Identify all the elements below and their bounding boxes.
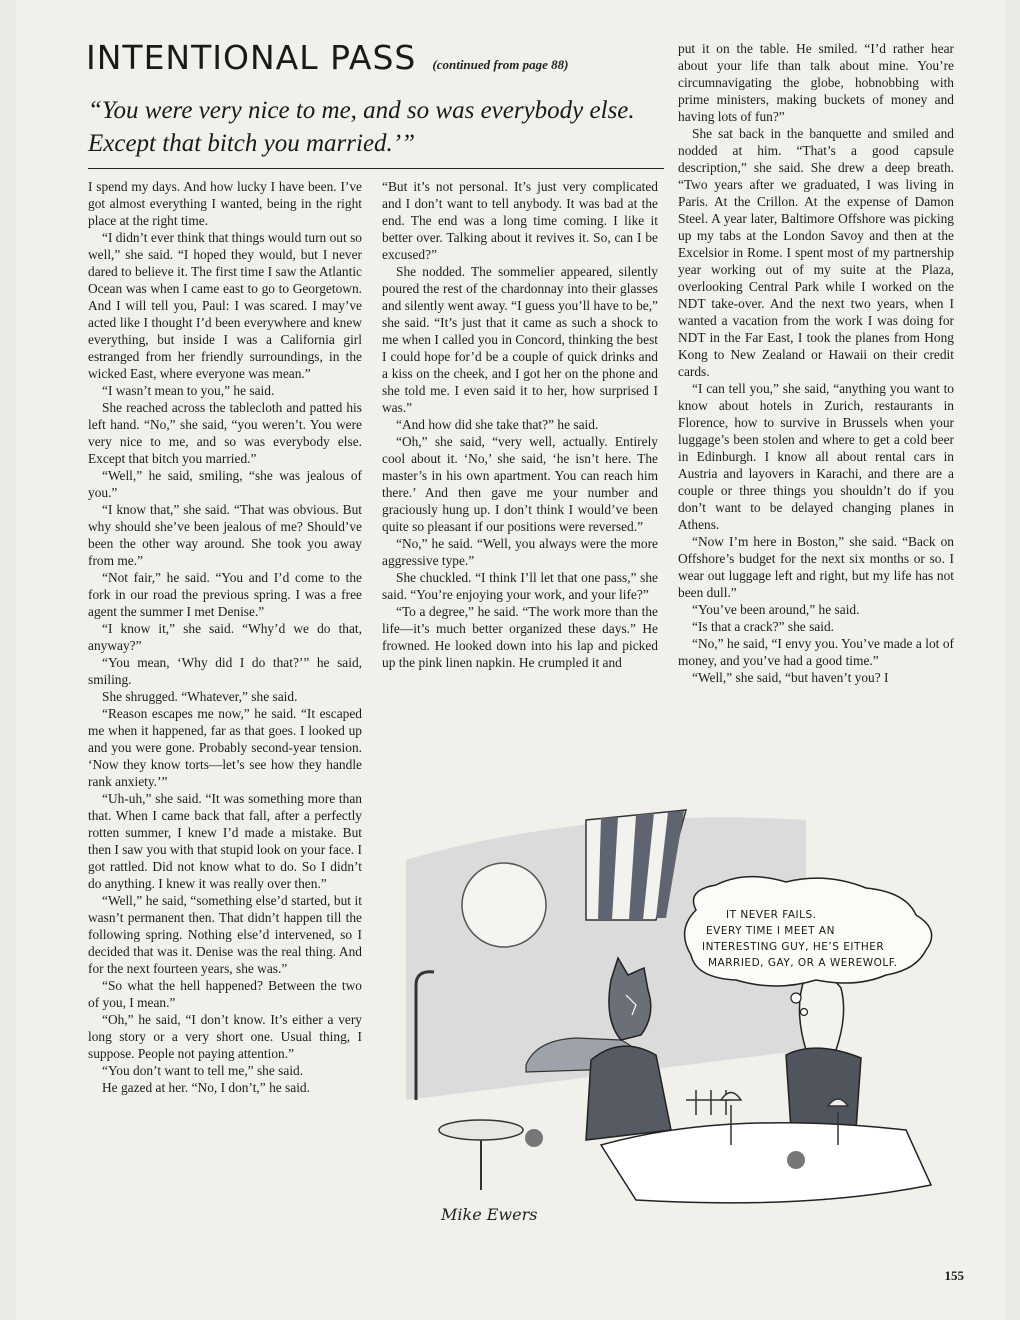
continued-note: (continued from page 88) [432, 57, 569, 72]
paragraph: put it on the table. He smiled. “I’d rather hear about your life than talk about mine. You’re circumnavigating the globe, hobnobbing with prime ministers, making buckets of money and having lots of fun?” [678, 41, 954, 124]
paragraph: She reached across the tablecloth and patted his left hand. “No,” she said, “you weren’t. You were very nice to me, and so was everybody else. Except that bitch you married.” [88, 400, 362, 466]
magazine-page [16, 0, 1006, 1320]
caption-line-1: IT NEVER FAILS. [726, 909, 817, 921]
caption-line-3: INTERESTING GUY, HE’S EITHER [702, 941, 885, 953]
paragraph: “Well,” he said, “something else’d started, but it wasn’t permanent then. That didn’t happen till the following spring. Nothing else’d intervened, so I decided that was it. Denise was the real thing. And for the next fourteen years, she was.” [88, 893, 362, 976]
paragraph: She chuckled. “I think I’ll let that one pass,” she said. “You’re enjoying your work, and your life?” [382, 570, 658, 602]
paragraph: She sat back in the banquette and smiled and nodded at him. “That’s a good capsule description,” she said. She drew a deep breath. “Two years after we graduated, I was living in Paris. At the Crillon. At the expense of Damon Steel. A year later, Baltimore Offshore was picking up my tabs at the London Savoy and then at the Excelsior in Rome. I spent most of my partnership year working out of my suite at the Plaza, overlooking Central Park while I worked on the NDT take-over. And the next two years, when I wanted a vacation from the work I was doing for NDT in the Far East, I took the planes from Hong Kong to New Zealand or Hawaii on their credit cards. [678, 126, 954, 379]
candle-globe [525, 1129, 543, 1147]
article-title: INTENTIONAL PASS [86, 38, 417, 77]
paragraph: She nodded. The sommelier appeared, silently poured the rest of the chardonnay into their glasses and silently went away. “I guess you’ll have to be,” she said. “It’s just that it came as such a shock to me when I called you in Concord, thinking the best I could hope for’d be a couple of quick drinks and a kiss on the cheek, and I got her on the phone and she told me. I even said it to her, how surprised I was.” [382, 264, 658, 415]
artist-signature: Mike Ewers [441, 1205, 538, 1224]
paragraph: “So what the hell happened? Between the two of you, I mean.” [88, 978, 362, 1010]
paragraph: He gazed at her. “No, I don’t,” he said. [102, 1080, 310, 1095]
railing [686, 1090, 731, 1115]
paragraph: “And how did she take that?” he said. [396, 417, 599, 432]
paragraph: “To a degree,” he said. “The work more than the life—it’s much better organized these days.” He frowned. He looked down into his lap and picked up the pink linen napkin. He crumpled it and [382, 604, 658, 670]
paragraph: “You’ve been around,” he said. [692, 602, 860, 617]
paragraph: “I wasn’t mean to you,” he said. [102, 383, 275, 398]
paragraph: “But it’s not personal. It’s just very complicated and I don’t want to tell anybody. It was bad at the end. The end was a long time coming. I like it better over. Talking about it revives it. So, can I be excused?” [382, 179, 658, 262]
paragraph: “Oh,” she said, “very well, actually. Entirely cool about it. ‘No,’ she said, ‘he isn’t here. The master’s in his own apartment. You can reach him there.’ And then gave me your number and graciously hung up. I don’t think I would’ve been quite so pleasant if our positions were reversed.” [382, 434, 658, 534]
paragraph: “I know it,” she said. “Why’d we do that, anyway?” [88, 621, 362, 653]
text-column-1 [88, 178, 362, 1096]
paragraph: “No,” he said, “I envy you. You’ve made a lot of money, and you’ve had a good time.” [678, 636, 954, 668]
paragraph: “I didn’t ever think that things would turn out so well,” she said. “I hoped they would, but I never dared to believe it. The first time I saw the Atlantic Ocean was when I came east to go to Georgetown. And I will tell you, Paul: I was scared. I may’ve acted like I thought I’d been everywhere and knew everything, but inside I was a California girl estranged from her friendly surroundings, in the wicked East, where everyone was mean.” [88, 230, 362, 381]
paragraph: “Well,” he said, smiling, “she was jealous of you.” [88, 468, 362, 500]
page-number: 155 [944, 1268, 964, 1283]
text-column-3 [678, 40, 954, 686]
paragraph: “You don’t want to tell me,” she said. [102, 1063, 304, 1078]
caption-line-2: EVERY TIME I MEET AN [706, 925, 835, 937]
paragraph: “Reason escapes me now,” he said. “It escaped me when it happened, far as that goes. I looked up and you were gone. Probably second-year tension. ‘Now they know torts—let’s see how they handle rank anxiety.’” [88, 706, 362, 789]
text-column-2 [382, 178, 658, 671]
paragraph: “Not fair,” he said. “You and I’d come to the fork in our road the previous spring. I was a free agent the summer I met Denise.” [88, 570, 362, 619]
cartoon-illustration [386, 800, 978, 1240]
paragraph: “Is that a crack?” she said. [692, 619, 835, 634]
moon [462, 863, 546, 947]
paragraph: “Uh-uh,” she said. “It was something more than that. When I came back that fall, after a perfectly rotten summer, I knew I’d made a mistake. But then I saw you with that stupid look on your face. I got rattled. Did not know what to do. So I didn’t do anything. I knew it was really over then.” [88, 791, 362, 891]
caption-line-4: MARRIED, GAY, OR A WEREWOLF. [708, 957, 898, 969]
paragraph: “Now I’m here in Boston,” she said. “Back on Offshore’s budget for the next six months or so. I wear out luggage left and right, but my life has not been dull.” [678, 534, 954, 600]
paragraph: She shrugged. “Whatever,” she said. [102, 689, 298, 704]
paragraph: “Well,” she said, “but haven’t you? I [692, 670, 889, 685]
paragraph: “I can tell you,” she said, “anything you want to know about hotels in Zurich, restaurants in Florence, how to survive in Brussels when your luggage’s been stolen and where to get a cold beer in Edinburgh. I know all about rental cars in Austria and layovers in Karachi, and there are a couple or three things you shouldn’t do if you don’t want to be delayed changing planes in Athens. [678, 381, 954, 532]
paragraph: “I know that,” she said. “That was obvious. But why should she’ve been jealous of me? Should’ve been the other way around. She took you away from me.” [88, 502, 362, 568]
article-header [86, 38, 666, 77]
back-table [439, 1120, 523, 1140]
paragraph: “Oh,” he said, “I don’t know. It’s either a very long story or a very short one. Usual thing, I suppose. People not paying attention.” [88, 1012, 362, 1061]
cartoon-drawing [386, 800, 978, 1240]
header-rule [88, 168, 664, 169]
paragraph: I spend my days. And how lucky I have been. I’ve got almost everything I wanted, being in the right place at the right time. [88, 179, 362, 228]
paragraph: “No,” he said. “Well, you always were the more aggressive type.” [382, 536, 658, 568]
pull-quote: “You were very nice to me, and so was everybody else. Except that bitch you married.’” [88, 97, 635, 157]
paragraph: “You mean, ‘Why did I do that?’” he said, smiling. [88, 655, 362, 687]
